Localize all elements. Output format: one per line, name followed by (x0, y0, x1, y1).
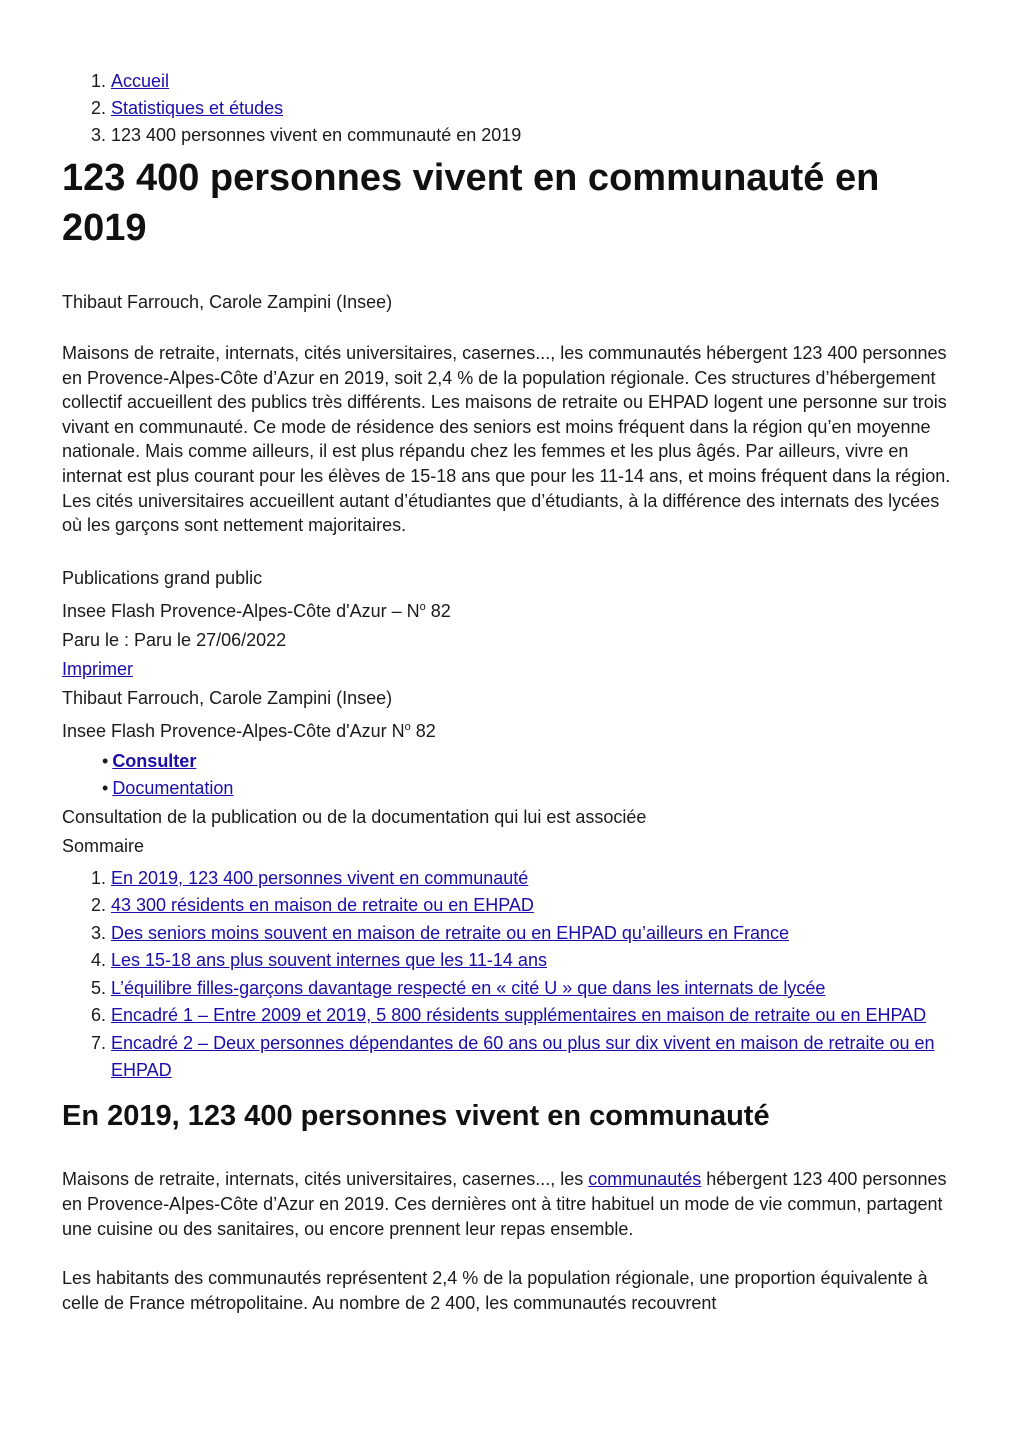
section-paragraph-1 (62, 1167, 962, 1242)
print-row (62, 655, 962, 684)
series-number-sup-2: o (404, 720, 411, 733)
series-number-2: 82 (410, 720, 436, 741)
series-name-2: Insee Flash Provence-Alpes-Côte d'Azur N (62, 720, 405, 741)
communautes-link[interactable]: communautés (588, 1168, 702, 1189)
documentation-link[interactable]: Documentation (112, 778, 234, 799)
summary-label: Sommaire (62, 835, 145, 856)
toc-item (111, 865, 962, 893)
toc-item (111, 1030, 962, 1085)
page-title: 123 400 personnes vivent en communauté en 2019 (62, 157, 880, 249)
toc-item (111, 947, 962, 975)
series-number: 82 (425, 600, 451, 621)
breadcrumb-current: 3. 123 400 personnes vivent en communauté en 2019 (111, 122, 962, 149)
intro-paragraph: Maisons de retraite, internats, cités universitaires, casernes..., les communautés hébergent 123 400 personnes en Provence-Alpes-Côte d’Azur en 2019, soit 2,4 % de la population régionale. Ces structures d’hébergement collectif accueillent des publics très différents. Les maisons de retraite ou EHPAD logent une personne sur trois vivant en communauté. Ce mode de résidence des seniors est moins fréquent dans la région qu’en moyenne nationale. Mais comme ailleurs, il est plus répandu chez les femmes et les plus âgés. Par ailleurs, vivre en internat est plus courant pour les élèves de 15-18 ans que pour les 11-14 ans, et moins fréquent dans la région. Les cités universitaires accueillent autant d’étudiantes que d’étudiants, à la différence des internats des lycées où les garçons sont nettement majoritaires. (62, 343, 951, 536)
publication-series-2 (62, 713, 962, 746)
consult-link[interactable]: Consulter (112, 750, 197, 771)
toc-item (111, 920, 962, 948)
toc-link-4[interactable]: Les 15-18 ans plus souvent internes que les 11-14 ans (111, 950, 547, 971)
publication-date: Paru le : Paru le 27/06/2022 (62, 629, 287, 650)
toc-item (111, 1002, 962, 1030)
publication-meta (62, 564, 962, 746)
section-heading: En 2019, 123 400 personnes vivent en communauté (62, 1099, 770, 1132)
toc-link-2[interactable]: 43 300 résidents en maison de retraite ou en EHPAD (111, 895, 534, 916)
publication-links (62, 748, 962, 803)
authors: Thibaut Farrouch, Carole Zampini (Insee) (62, 292, 393, 312)
publication-link-item (102, 775, 962, 803)
consultation-note: Consultation de la publication ou de la documentation qui lui est associée (62, 806, 647, 827)
breadcrumb-link-statistiques[interactable]: Statistiques et études (111, 98, 284, 118)
breadcrumb-item (111, 68, 962, 95)
series-number-sup: o (419, 600, 426, 613)
section-paragraph-2: Les habitants des communautés représentent 2,4 % de la population régionale, une proportion équivalente à celle de France métropolitaine. Au nombre de 2 400, les communautés recouvrent (62, 1267, 928, 1313)
toc-link-6[interactable]: Encadré 1 – Entre 2009 et 2019, 5 800 résidents supplémentaires en maison de retraite ou en EHPAD (111, 1005, 927, 1026)
toc-item (111, 975, 962, 1003)
print-link[interactable]: Imprimer (62, 658, 133, 679)
publication-category: Publications grand public (62, 567, 263, 588)
series-name: Insee Flash Provence-Alpes-Côte d'Azur – N (62, 600, 420, 621)
toc-link-3[interactable]: Des seniors moins souvent en maison de retraite ou en EHPAD qu’ailleurs en France (111, 922, 790, 943)
breadcrumb-link-accueil[interactable]: Accueil (111, 71, 170, 91)
toc-link-7[interactable]: Encadré 2 – Deux personnes dépendantes de 60 ans ou plus sur dix vivent en maison de retraite ou en EHPAD (111, 1032, 935, 1081)
paragraph-text: hébergent 123 400 personnes en Provence-Alpes-Côte d’Azur en 2019. Ces dernières ont à titre habituel un mode de vie commun, partagent une cuisine ou des sanitaires, ou encore prennent leur repas ensemble. (62, 1168, 947, 1239)
toc-link-5[interactable]: L’équilibre filles-garçons davantage respecté en « cité U » que dans les internats de lycée (111, 977, 826, 998)
publication-link-item (102, 748, 962, 776)
breadcrumb (62, 0, 962, 149)
paragraph-text: Maisons de retraite, internats, cités universitaires, casernes..., les (62, 1168, 589, 1189)
breadcrumb-item (111, 95, 962, 122)
toc-link-1[interactable]: En 2019, 123 400 personnes vivent en communauté (111, 867, 529, 888)
toc-item (111, 892, 962, 920)
publication-series (62, 593, 962, 626)
table-of-contents (62, 865, 962, 1085)
publication-authors: Thibaut Farrouch, Carole Zampini (Insee) (62, 687, 393, 708)
